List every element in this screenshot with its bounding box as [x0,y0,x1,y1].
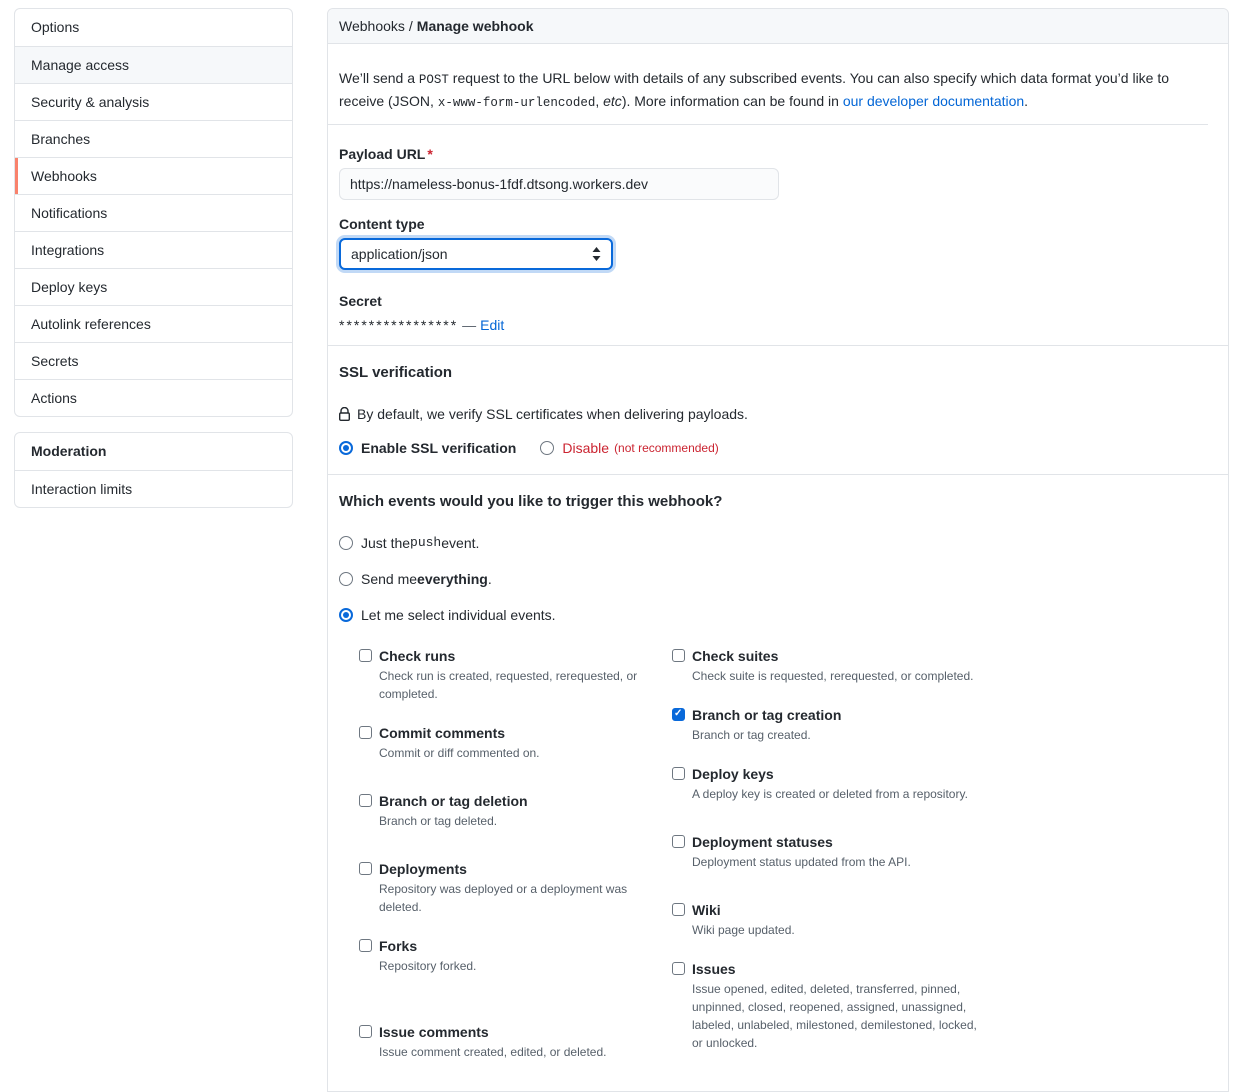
sidebar-item-webhooks[interactable]: Webhooks [15,157,292,194]
event-desc: Check run is created, requested, rerequested, or completed. [379,668,638,701]
just-push-post: event. [441,534,480,551]
event-title: Deployments [379,860,467,877]
secret-edit-link[interactable]: Edit [480,317,505,333]
event-title: Branch or tag creation [692,706,842,723]
ssl-section-title: SSL verification [339,364,453,381]
issue-comments-checkbox[interactable] [359,1025,372,1038]
event-item-deployment-statuses[interactable] [672,833,985,871]
event-desc: Commit or diff commented on. [379,745,540,760]
event-title: Commit comments [379,724,506,741]
moderation-nav-box [14,432,293,508]
breadcrumb [328,9,1228,44]
event-item-check-suites[interactable] [672,647,985,685]
required-asterisk: * [427,146,433,162]
everything-post: . [487,570,492,587]
intro-part3: , [595,93,604,109]
commit-comments-checkbox[interactable] [359,726,372,739]
everything-strong: everything [417,570,488,587]
sidebar-item-notifications[interactable]: Notifications [15,194,292,231]
forks-checkbox[interactable] [359,939,372,952]
ssl-disable-radio[interactable] [540,441,554,455]
event-desc: Repository was deployed or a deployment was deleted. [379,881,628,914]
sidebar-item-integrations[interactable]: Integrations [15,231,292,268]
event-item-branch-tag-creation[interactable] [672,706,985,744]
intro-part2: request to the URL below with details of any subscribed events. You can also specify which data format you’d like to receive (JSON, [339,70,1170,109]
event-item-branch-tag-deletion[interactable] [359,792,672,830]
ssl-enable-label: Enable SSL verification [361,439,517,456]
event-title: Issues [692,960,736,977]
sidebar-item-deploy-keys[interactable]: Deploy keys [15,268,292,305]
event-item-issue-comments[interactable] [359,1023,672,1061]
event-item-deploy-keys[interactable] [672,765,985,803]
event-title: Branch or tag deletion [379,792,528,809]
ssl-radio-group [339,440,1217,474]
breadcrumb-separator: / [408,18,413,34]
sidebar-item-secrets[interactable]: Secrets [15,342,292,379]
sidebar-item-manage-access[interactable]: Manage access [15,46,292,83]
select-updown-icon [592,247,601,261]
webhook-form-section [328,146,1228,346]
ssl-enable-option[interactable] [339,440,516,456]
sidebar-item-interaction-limits[interactable]: Interaction limits [15,470,292,507]
breadcrumb-webhooks-link[interactable]: Webhooks [339,18,405,34]
deployment-statuses-checkbox[interactable] [672,835,685,848]
sidebar-item-actions[interactable]: Actions [15,379,292,416]
ssl-note [339,404,1217,424]
secret-label: Secret [339,293,382,309]
events-checkbox-list [339,647,1217,1061]
wiki-checkbox[interactable] [672,903,685,916]
event-item-check-runs[interactable] [359,647,672,703]
payload-url-input[interactable] [339,168,779,200]
event-title: Deployment statuses [692,833,833,850]
deployments-checkbox[interactable] [359,862,372,875]
developer-documentation-link[interactable]: our developer documentation [842,93,1025,109]
events-radio-everything[interactable] [339,569,1217,589]
webhook-intro-text [328,58,1208,125]
event-item-wiki[interactable] [672,901,985,939]
intro-part4: ). More information can be found in [621,93,843,109]
event-desc: Branch or tag created. [692,727,811,742]
individual-events-label: Let me select individual events. [361,606,556,623]
individual-events-radio[interactable] [339,608,353,622]
events-column-left [359,647,672,1061]
intro-code-urlencoded: x-www-form-urlencoded [437,96,596,110]
event-title: Check suites [692,647,779,664]
event-desc: Check suite is requested, rerequested, or completed. [692,668,974,683]
event-desc: A deploy key is created or deleted from a repository. [692,786,968,801]
intro-code-post: POST [418,73,449,87]
event-item-forks[interactable] [359,937,672,975]
event-desc: Issue opened, edited, deleted, transferred, pinned, unpinned, closed, reopened, assigned, unassigned, labeled, unlabeled, milestoned, demilestoned, locked, or unlocked. [692,981,977,1050]
just-push-radio[interactable] [339,536,353,550]
just-push-pre: Just the [361,534,411,551]
secret-separator: — [462,317,477,333]
event-item-commit-comments[interactable] [359,724,672,762]
sidebar-item-autolink-references[interactable]: Autolink references [15,305,292,342]
content-type-value: application/json [351,246,448,262]
event-desc: Issue comment created, edited, or deleted. [379,1044,607,1059]
lock-icon [339,407,350,421]
event-title: Check runs [379,647,456,664]
ssl-note-text: By default, we verify SSL certificates when delivering payloads. [357,405,748,422]
secret-masked-value: **************** [339,317,459,333]
event-title: Wiki [692,901,721,918]
sidebar-item-security-analysis[interactable]: Security & analysis [15,83,292,120]
check-runs-checkbox[interactable] [359,649,372,662]
event-item-issues[interactable] [672,960,985,1052]
deploy-keys-checkbox[interactable] [672,767,685,780]
content-type-label: Content type [339,216,425,232]
intro-part1: We’ll send a [339,70,419,86]
check-suites-checkbox[interactable] [672,649,685,662]
event-desc: Wiki page updated. [692,922,795,937]
event-item-deployments[interactable] [359,860,672,916]
settings-nav-box [14,8,293,417]
everything-radio[interactable] [339,572,353,586]
ssl-disable-note: (not recommended) [614,440,719,455]
everything-pre: Send me [361,570,418,587]
ssl-verification-section [328,364,1228,475]
intro-part5: . [1024,93,1029,109]
intro-etc: etc [603,93,622,109]
manage-webhook-panel [327,8,1229,1092]
payload-url-label [339,146,1217,162]
page-title: Manage webhook [416,18,534,34]
ssl-disable-option[interactable] [540,440,718,456]
push-code: push [410,535,442,551]
events-radio-just-push[interactable] [339,533,1217,553]
secret-row [339,317,1217,345]
event-desc: Deployment status updated from the API. [692,854,911,869]
event-title: Deploy keys [692,765,774,782]
event-desc: Branch or tag deleted. [379,813,498,828]
branch-tag-creation-checkbox[interactable] [672,708,685,721]
content-type-select[interactable] [339,238,613,270]
events-column-right [672,647,985,1061]
event-title: Issue comments [379,1023,489,1040]
ssl-enable-radio[interactable] [339,441,353,455]
events-question: Which events would you like to trigger this webhook? [339,492,723,510]
sidebar-item-branches[interactable]: Branches [15,120,292,157]
sidebar-item-options[interactable]: Options [31,19,80,35]
sidebar-moderation-header: Moderation [31,443,107,459]
event-desc: Repository forked. [379,958,477,973]
events-radio-individual[interactable] [339,605,1217,625]
payload-url-label-text: Payload URL [339,146,426,162]
event-title: Forks [379,937,418,954]
settings-sidebar [14,8,293,508]
ssl-disable-label: Disable [562,439,610,456]
branch-tag-deletion-checkbox[interactable] [359,794,372,807]
issues-checkbox[interactable] [672,962,685,975]
trigger-events-section [328,493,1228,1091]
